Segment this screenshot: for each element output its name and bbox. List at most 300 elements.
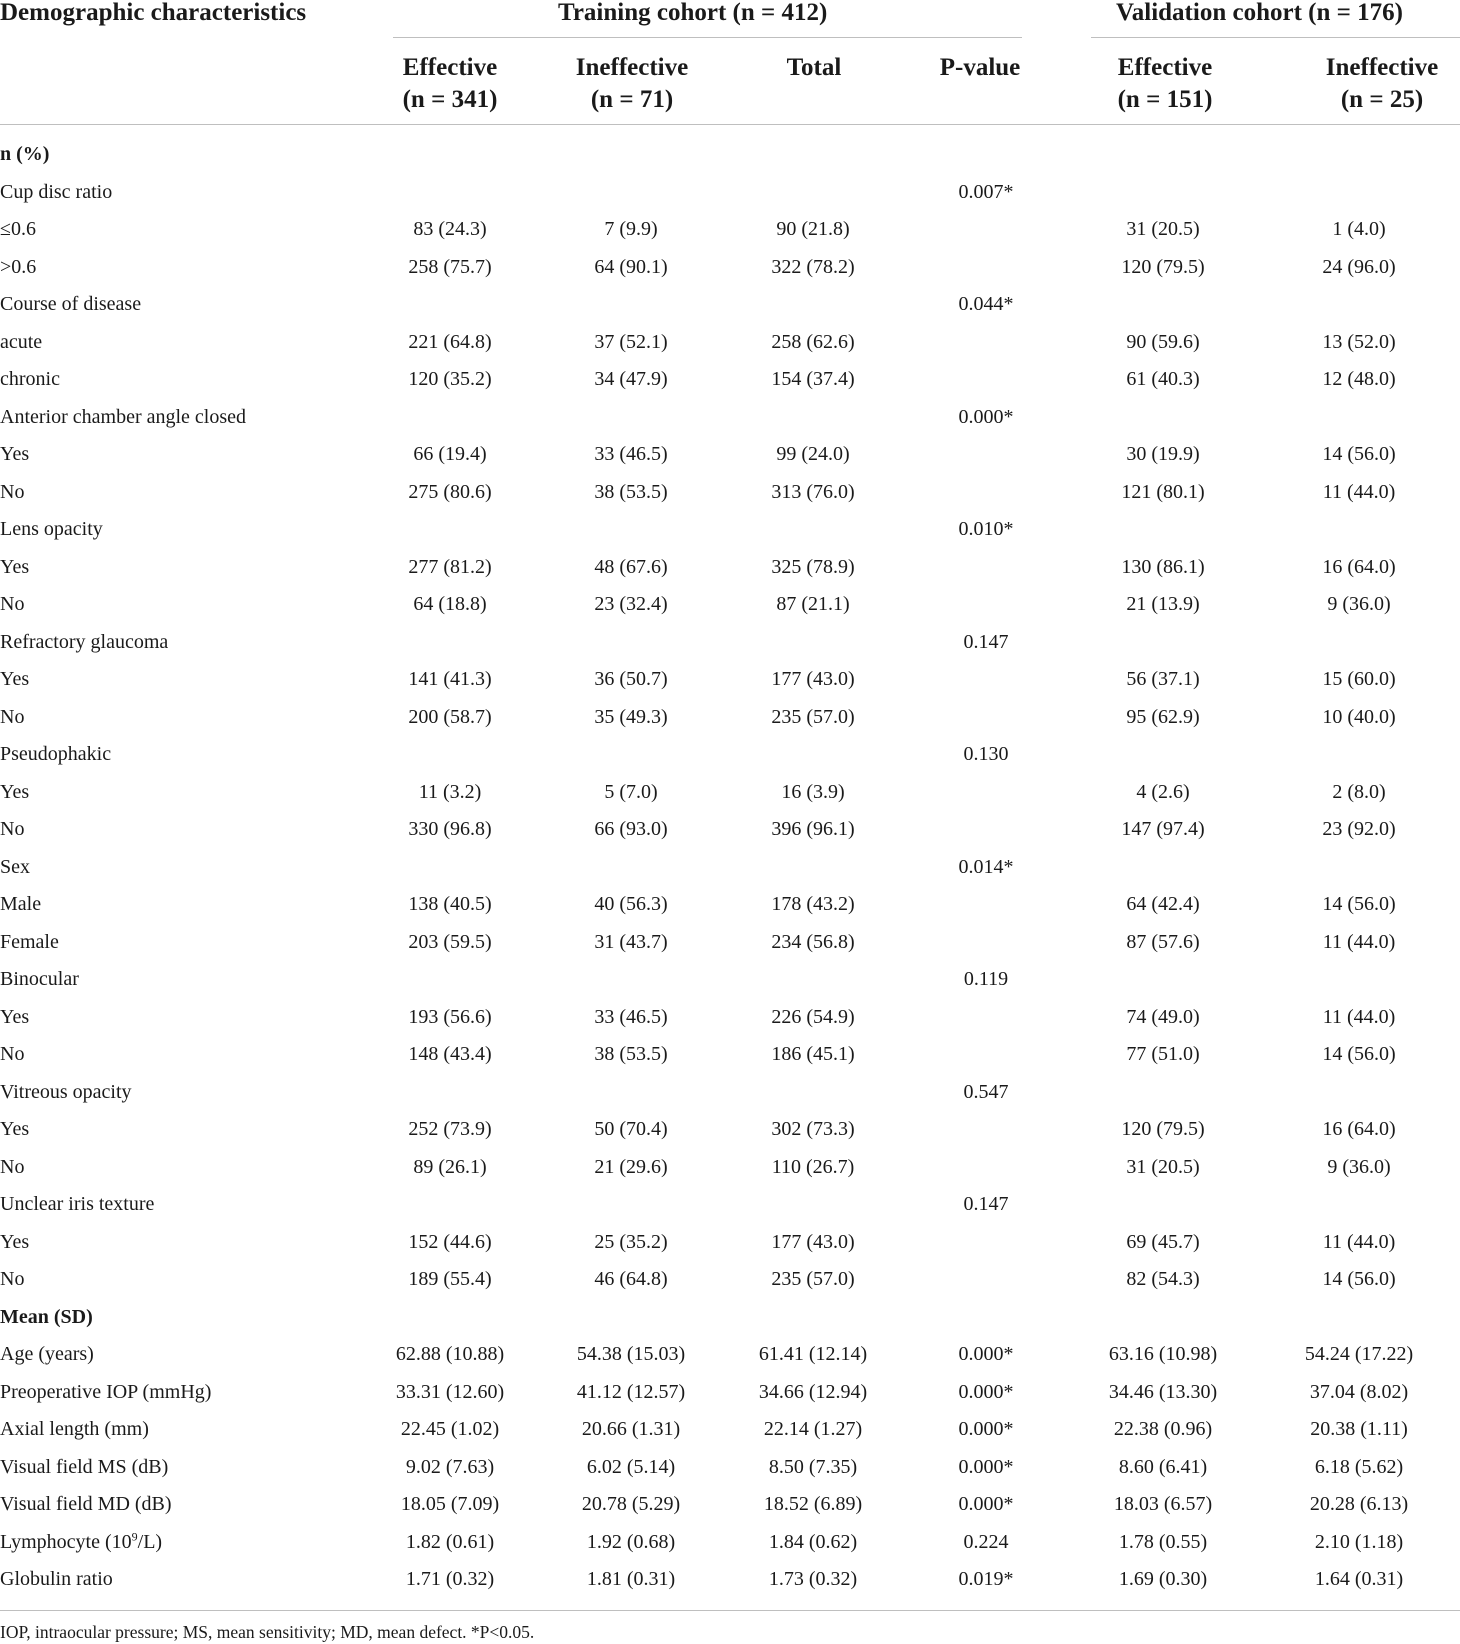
cell-valid-ineffective: 20.38 (1.11) [1310, 1418, 1408, 1440]
cell-valid-effective: 8.60 (6.41) [1118, 1455, 1208, 1478]
cell-p-value [904, 586, 1068, 624]
cell-valid-ineffective: 16 (64.0) [1322, 555, 1396, 578]
cell-p-value: 0.547 [963, 1080, 1009, 1103]
cell-valid-effective: 31 (20.5) [1126, 1155, 1200, 1178]
group-row [0, 174, 1460, 212]
row-label: chronic [0, 368, 60, 390]
cell-train-effective [360, 624, 540, 662]
cell-train-ineffective: 54.38 (15.03) [576, 1343, 686, 1365]
cell-train-effective: 18.05 (7.09) [400, 1493, 500, 1515]
table-row [0, 1561, 1460, 1599]
cell-p-value: 0.000* [958, 1418, 1014, 1440]
cell-train-effective: 189 (55.4) [408, 1268, 492, 1290]
table-row [0, 661, 1460, 699]
cell-valid-ineffective [1258, 136, 1460, 174]
cell-p-value [904, 1111, 1068, 1149]
cell-p-value [904, 999, 1068, 1037]
cell-valid-ineffective: 37.04 (8.02) [1309, 1380, 1409, 1403]
cell-train-total [722, 849, 904, 887]
col-header-train-effective: Effective (n = 341) [402, 54, 498, 113]
cell-valid-effective [1068, 136, 1258, 174]
cell-valid-ineffective: 2 (8.0) [1332, 780, 1386, 803]
cell-valid-effective [1068, 1299, 1258, 1337]
table-row [0, 886, 1460, 924]
cell-p-value: 0.000* [958, 1380, 1014, 1403]
cell-valid-effective: 87 (57.6) [1126, 930, 1200, 953]
cell-valid-effective: 61 (40.3) [1126, 368, 1200, 390]
row-label: Vitreous opacity [0, 1080, 132, 1103]
cell-train-ineffective: 35 (49.3) [594, 705, 668, 728]
cell-train-ineffective: 21 (29.6) [594, 1155, 668, 1178]
cell-train-effective [360, 736, 540, 774]
col-header-valid-effective: Effective (n = 151) [1117, 54, 1213, 113]
cell-train-total [722, 399, 904, 437]
cell-train-effective: 120 (35.2) [408, 368, 492, 390]
group-row [0, 736, 1460, 774]
table-row [0, 474, 1460, 512]
cell-train-total: 1.84 (0.62) [768, 1530, 858, 1553]
row-label: Binocular [0, 968, 79, 990]
cell-train-total: 177 (43.0) [771, 1230, 855, 1253]
data-table [0, 136, 1460, 1599]
table-row [0, 436, 1460, 474]
cell-valid-effective: 64 (42.4) [1126, 893, 1200, 915]
cell-train-ineffective [540, 399, 722, 437]
cell-valid-ineffective: 9 (36.0) [1327, 1155, 1391, 1178]
cell-train-total: 110 (26.7) [771, 1155, 855, 1178]
group-row [0, 1186, 1460, 1224]
cell-train-ineffective [540, 961, 722, 999]
cell-train-effective: 330 (96.8) [408, 818, 492, 840]
col-header-train-total: Total [786, 54, 842, 81]
validation-cohort-heading: Validation cohort (n = 176) [1116, 0, 1403, 26]
cell-train-effective: 22.45 (1.02) [400, 1418, 500, 1440]
cell-train-effective: 9.02 (7.63) [405, 1455, 495, 1478]
demographic-heading: Demographic characteristics [0, 0, 307, 26]
row-label: >0.6 [0, 255, 37, 278]
cell-valid-ineffective: 9 (36.0) [1327, 593, 1391, 615]
table-row [0, 1336, 1460, 1374]
cell-train-total: 90 (21.8) [776, 218, 850, 240]
table-row [0, 549, 1460, 587]
cell-p-value: 0.000* [958, 405, 1014, 428]
table-row [0, 1111, 1460, 1149]
cell-train-total: 325 (78.9) [771, 555, 855, 578]
cell-train-effective [360, 1074, 540, 1112]
cell-train-effective: 62.88 (10.88) [395, 1343, 505, 1365]
table-row [0, 249, 1460, 287]
cell-valid-effective [1068, 174, 1258, 212]
cell-train-ineffective [540, 136, 722, 174]
cell-train-ineffective: 64 (90.1) [594, 255, 668, 278]
cell-valid-ineffective [1258, 511, 1460, 549]
cell-p-value [904, 774, 1068, 812]
cell-train-ineffective: 38 (53.5) [594, 1043, 668, 1065]
table-row [0, 1261, 1460, 1299]
cell-train-effective: 138 (40.5) [408, 893, 492, 915]
cell-p-value: 0.007* [958, 180, 1014, 203]
cell-train-ineffective [540, 624, 722, 662]
cell-valid-effective: 120 (79.5) [1121, 255, 1205, 278]
cell-valid-effective: 31 (20.5) [1126, 218, 1200, 240]
group-row [0, 849, 1460, 887]
cell-valid-effective [1068, 399, 1258, 437]
cell-train-total [722, 174, 904, 212]
cell-train-ineffective [540, 849, 722, 887]
cell-p-value: 0.224 [963, 1530, 1009, 1553]
cell-train-effective [360, 286, 540, 324]
cell-valid-effective: 30 (19.9) [1126, 443, 1200, 465]
cell-train-ineffective: 33 (46.5) [594, 1005, 668, 1028]
cell-train-ineffective: 50 (70.4) [594, 1118, 668, 1140]
cell-train-ineffective: 20.78 (5.29) [581, 1493, 681, 1515]
cell-valid-ineffective: 13 (52.0) [1322, 330, 1396, 353]
row-label: Refractory glaucoma [0, 630, 169, 653]
table-row [0, 1374, 1460, 1412]
cell-p-value [904, 361, 1068, 399]
row-label: Yes [0, 668, 30, 690]
cell-train-effective: 152 (44.6) [408, 1230, 492, 1253]
cell-train-ineffective: 25 (35.2) [594, 1230, 668, 1253]
cell-valid-ineffective [1258, 624, 1460, 662]
cell-p-value: 0.000* [958, 1493, 1014, 1515]
cell-p-value [904, 1224, 1068, 1262]
cell-valid-effective: 82 (54.3) [1126, 1268, 1200, 1290]
cell-train-ineffective: 40 (56.3) [594, 893, 668, 915]
table-row [0, 811, 1460, 849]
cell-p-value: 0.147 [963, 1193, 1009, 1215]
cell-valid-ineffective: 14 (56.0) [1322, 1268, 1396, 1290]
cell-train-ineffective: 7 (9.9) [604, 218, 658, 240]
cell-train-total: 396 (96.1) [771, 818, 855, 840]
cell-p-value [904, 474, 1068, 512]
group-row [0, 399, 1460, 437]
cell-p-value: 0.147 [963, 630, 1009, 653]
cell-train-effective: 258 (75.7) [408, 255, 492, 278]
cell-valid-ineffective [1258, 849, 1460, 887]
cell-train-ineffective: 38 (53.5) [594, 480, 668, 503]
cell-p-value: 0.019* [958, 1568, 1014, 1590]
row-label: Axial length (mm) [0, 1418, 149, 1440]
cell-train-ineffective: 1.92 (0.68) [586, 1530, 676, 1553]
cell-train-total [722, 1186, 904, 1224]
cell-valid-effective [1068, 511, 1258, 549]
cell-valid-ineffective: 54.24 (17.22) [1304, 1343, 1414, 1365]
cell-train-total: 178 (43.2) [771, 893, 855, 915]
table-row [0, 1224, 1460, 1262]
cell-p-value [904, 1036, 1068, 1074]
cell-train-total: 22.14 (1.27) [763, 1418, 863, 1440]
row-label: No [0, 1043, 25, 1065]
cell-valid-ineffective: 12 (48.0) [1322, 368, 1396, 390]
cell-valid-ineffective: 6.18 (5.62) [1314, 1455, 1404, 1478]
cell-train-total [722, 736, 904, 774]
cell-valid-effective [1068, 849, 1258, 887]
cell-valid-effective: 1.78 (0.55) [1118, 1530, 1208, 1553]
row-label: Mean (SD) [0, 1305, 93, 1328]
row-label: No [0, 1155, 25, 1178]
cell-train-effective [360, 174, 540, 212]
cell-train-effective: 252 (73.9) [408, 1118, 492, 1140]
cell-train-total: 313 (76.0) [771, 480, 855, 503]
row-label: Course of disease [0, 293, 142, 315]
row-label: No [0, 818, 25, 840]
cell-p-value [904, 1149, 1068, 1187]
row-label: Lens opacity [0, 518, 103, 540]
cell-train-total [722, 286, 904, 324]
cell-train-ineffective: 20.66 (1.31) [581, 1418, 681, 1440]
cell-train-total [722, 136, 904, 174]
cell-p-value: 0.014* [958, 855, 1014, 878]
row-label: Yes [0, 555, 30, 578]
cell-train-effective: 203 (59.5) [408, 930, 492, 953]
cell-valid-effective [1068, 286, 1258, 324]
cell-valid-effective: 77 (51.0) [1126, 1043, 1200, 1065]
footer-rule [0, 1610, 1460, 1611]
table-row [0, 1149, 1460, 1187]
table-row [0, 211, 1460, 249]
cell-train-total: 235 (57.0) [771, 705, 855, 728]
cell-train-total: 154 (37.4) [771, 368, 855, 390]
cell-p-value: 0.130 [963, 743, 1009, 765]
cell-train-effective: 275 (80.6) [408, 480, 492, 503]
cell-valid-effective [1068, 624, 1258, 662]
cell-valid-ineffective [1258, 736, 1460, 774]
cell-p-value [904, 924, 1068, 962]
header-bottom-rule [0, 124, 1460, 125]
cell-train-effective [360, 849, 540, 887]
table-row [0, 324, 1460, 362]
cell-train-effective [360, 511, 540, 549]
row-label: Age (years) [0, 1343, 94, 1365]
row-label: n (%) [0, 143, 50, 165]
group-row [0, 511, 1460, 549]
cell-p-value [904, 1299, 1068, 1337]
table-row [0, 924, 1460, 962]
row-label: Female [0, 930, 59, 953]
cell-train-total: 87 (21.1) [776, 593, 850, 615]
cell-train-effective [360, 1299, 540, 1337]
cell-valid-effective: 69 (45.7) [1126, 1230, 1200, 1253]
cell-p-value [904, 211, 1068, 249]
cell-valid-effective: 18.03 (6.57) [1113, 1493, 1213, 1515]
cell-valid-effective [1068, 736, 1258, 774]
row-label: No [0, 593, 25, 615]
cell-train-ineffective: 33 (46.5) [594, 443, 668, 465]
cell-valid-ineffective: 1 (4.0) [1332, 218, 1386, 240]
cell-train-effective: 1.82 (0.61) [405, 1530, 495, 1553]
cell-valid-effective: 34.46 (13.30) [1108, 1380, 1218, 1403]
row-label: Yes [0, 443, 30, 465]
cell-train-effective [360, 399, 540, 437]
group-row [0, 1074, 1460, 1112]
cell-train-total: 34.66 (12.94) [758, 1380, 868, 1403]
cell-valid-effective: 120 (79.5) [1121, 1118, 1205, 1140]
cell-valid-ineffective: 10 (40.0) [1322, 705, 1396, 728]
cell-train-ineffective: 48 (67.6) [594, 555, 668, 578]
cell-train-effective: 221 (64.8) [408, 330, 492, 353]
cell-train-effective [360, 961, 540, 999]
row-label: No [0, 705, 25, 728]
cell-train-ineffective: 66 (93.0) [594, 818, 668, 840]
cell-train-effective: 1.71 (0.32) [405, 1568, 495, 1590]
cell-valid-effective: 63.16 (10.98) [1108, 1343, 1218, 1365]
cell-train-total: 235 (57.0) [771, 1268, 855, 1290]
cell-p-value [904, 136, 1068, 174]
cell-p-value [904, 1261, 1068, 1299]
cell-p-value [904, 436, 1068, 474]
cell-valid-ineffective: 2.10 (1.18) [1314, 1530, 1404, 1553]
cell-valid-effective: 74 (49.0) [1126, 1005, 1200, 1028]
cell-train-total [722, 1299, 904, 1337]
table-row [0, 699, 1460, 737]
cell-p-value: 0.010* [958, 518, 1014, 540]
table-row [0, 774, 1460, 812]
cell-train-effective [360, 1186, 540, 1224]
cell-train-total [722, 1074, 904, 1112]
cell-valid-ineffective: 11 (44.0) [1322, 1230, 1396, 1253]
row-label: Yes [0, 780, 30, 803]
cell-valid-ineffective: 20.28 (6.13) [1309, 1493, 1409, 1515]
cell-train-effective: 200 (58.7) [408, 705, 492, 728]
table-body [0, 136, 1460, 1599]
cell-train-ineffective [540, 1299, 722, 1337]
cell-valid-ineffective: 15 (60.0) [1322, 668, 1396, 690]
cell-train-effective: 66 (19.4) [413, 443, 487, 465]
cell-valid-ineffective: 24 (96.0) [1322, 255, 1396, 278]
cell-valid-effective [1068, 1186, 1258, 1224]
row-label: Cup disc ratio [0, 180, 113, 203]
group-row [0, 624, 1460, 662]
cell-train-effective: 193 (56.6) [408, 1005, 492, 1028]
cell-valid-effective: 21 (13.9) [1126, 593, 1200, 615]
cell-train-total: 16 (3.9) [781, 780, 845, 803]
cell-train-ineffective: 37 (52.1) [594, 330, 668, 353]
row-label: Male [0, 893, 42, 915]
training-cohort-heading: Training cohort (n = 412) [558, 0, 828, 26]
cell-p-value: 0.000* [958, 1343, 1014, 1365]
cell-train-ineffective: 6.02 (5.14) [586, 1455, 676, 1478]
footnote: IOP, intraocular pressure; MS, mean sensitivity; MD, mean defect. *P<0.05. [0, 1622, 535, 1642]
cell-train-ineffective [540, 736, 722, 774]
cell-valid-ineffective: 14 (56.0) [1322, 893, 1396, 915]
cell-train-total [722, 511, 904, 549]
cell-valid-effective [1068, 961, 1258, 999]
group-row [0, 286, 1460, 324]
cell-valid-effective: 121 (80.1) [1121, 480, 1205, 503]
table-row [0, 1036, 1460, 1074]
cell-train-ineffective [540, 174, 722, 212]
cell-train-total: 302 (73.3) [771, 1118, 855, 1140]
table-header [0, 0, 1460, 124]
cell-train-effective: 83 (24.3) [413, 218, 487, 240]
cell-train-total: 18.52 (6.89) [763, 1493, 863, 1515]
cell-train-ineffective: 1.81 (0.31) [586, 1568, 676, 1590]
cell-train-ineffective: 41.12 (12.57) [576, 1380, 686, 1403]
col-header-train-ineffective: Ineffective (n = 71) [575, 54, 689, 113]
cell-valid-ineffective [1258, 174, 1460, 212]
cell-train-ineffective: 23 (32.4) [594, 593, 668, 615]
cell-p-value [904, 661, 1068, 699]
cell-p-value [904, 549, 1068, 587]
table-row [0, 586, 1460, 624]
cell-valid-ineffective [1258, 399, 1460, 437]
cell-valid-ineffective [1258, 1074, 1460, 1112]
cell-p-value: 0.000* [958, 1455, 1014, 1478]
row-label: Visual field MS (dB) [0, 1455, 169, 1478]
cell-train-total: 258 (62.6) [771, 330, 855, 353]
row-label: Globulin ratio [0, 1568, 113, 1590]
cell-valid-ineffective: 11 (44.0) [1322, 930, 1396, 953]
table-row [0, 361, 1460, 399]
table-row [0, 999, 1460, 1037]
cell-valid-ineffective: 14 (56.0) [1322, 1043, 1396, 1065]
cell-valid-ineffective [1258, 961, 1460, 999]
cell-train-effective: 11 (3.2) [418, 780, 482, 803]
row-label: No [0, 480, 25, 503]
row-label: Lymphocyte $(10^9/L)$ [0, 1528, 163, 1553]
cell-train-total: 234 (56.8) [771, 930, 855, 953]
cell-valid-effective: 90 (59.6) [1126, 330, 1200, 353]
row-label: Preoperative IOP (mmHg) [0, 1380, 212, 1403]
cell-train-effective: 277 (81.2) [408, 555, 492, 578]
cell-train-effective: 64 (18.8) [413, 593, 487, 615]
cell-p-value [904, 699, 1068, 737]
cell-train-effective: 148 (43.4) [408, 1043, 492, 1065]
cell-valid-effective [1068, 1074, 1258, 1112]
cell-train-total: 322 (78.2) [771, 255, 855, 278]
cell-train-effective: 89 (26.1) [413, 1155, 487, 1178]
cell-p-value [904, 811, 1068, 849]
cell-valid-ineffective [1258, 286, 1460, 324]
cell-p-value [904, 324, 1068, 362]
validation-span-rule [1091, 37, 1460, 38]
cell-train-ineffective [540, 286, 722, 324]
cell-train-ineffective: 34 (47.9) [594, 368, 668, 390]
cell-valid-effective: 147 (97.4) [1121, 818, 1205, 840]
table-row [0, 1524, 1460, 1562]
cell-valid-effective: 56 (37.1) [1126, 668, 1200, 690]
cell-valid-ineffective: 11 (44.0) [1322, 1005, 1396, 1028]
cell-valid-effective: 130 (86.1) [1121, 555, 1205, 578]
row-label: Yes [0, 1230, 30, 1253]
cell-valid-ineffective [1258, 1186, 1460, 1224]
row-label: Sex [0, 855, 30, 878]
cell-p-value: 0.119 [963, 968, 1009, 990]
cell-p-value [904, 886, 1068, 924]
col-header-valid-ineffective: Ineffective (n = 25) [1325, 54, 1439, 113]
row-label: Anterior chamber angle closed [0, 405, 247, 428]
section-row [0, 136, 1460, 174]
cell-train-ineffective: 5 (7.0) [604, 780, 658, 803]
row-label: Unclear iris texture [0, 1193, 155, 1215]
cell-train-ineffective: 46 (64.8) [594, 1268, 668, 1290]
row-label: Visual field MD (dB) [0, 1493, 172, 1515]
cell-valid-effective: 22.38 (0.96) [1113, 1418, 1213, 1440]
row-label: Yes [0, 1118, 30, 1140]
cell-train-total [722, 961, 904, 999]
cell-valid-ineffective: 23 (92.0) [1322, 818, 1396, 840]
cell-train-effective: 33.31 (12.60) [395, 1380, 505, 1403]
col-header-p-value: P-value [939, 54, 1021, 81]
group-row [0, 961, 1460, 999]
section-row [0, 1299, 1460, 1337]
row-label: Yes [0, 1005, 30, 1028]
cell-train-ineffective: 36 (50.7) [594, 668, 668, 690]
cell-train-total: 226 (54.9) [771, 1005, 855, 1028]
cell-train-effective: 141 (41.3) [408, 668, 492, 690]
table-row [0, 1449, 1460, 1487]
